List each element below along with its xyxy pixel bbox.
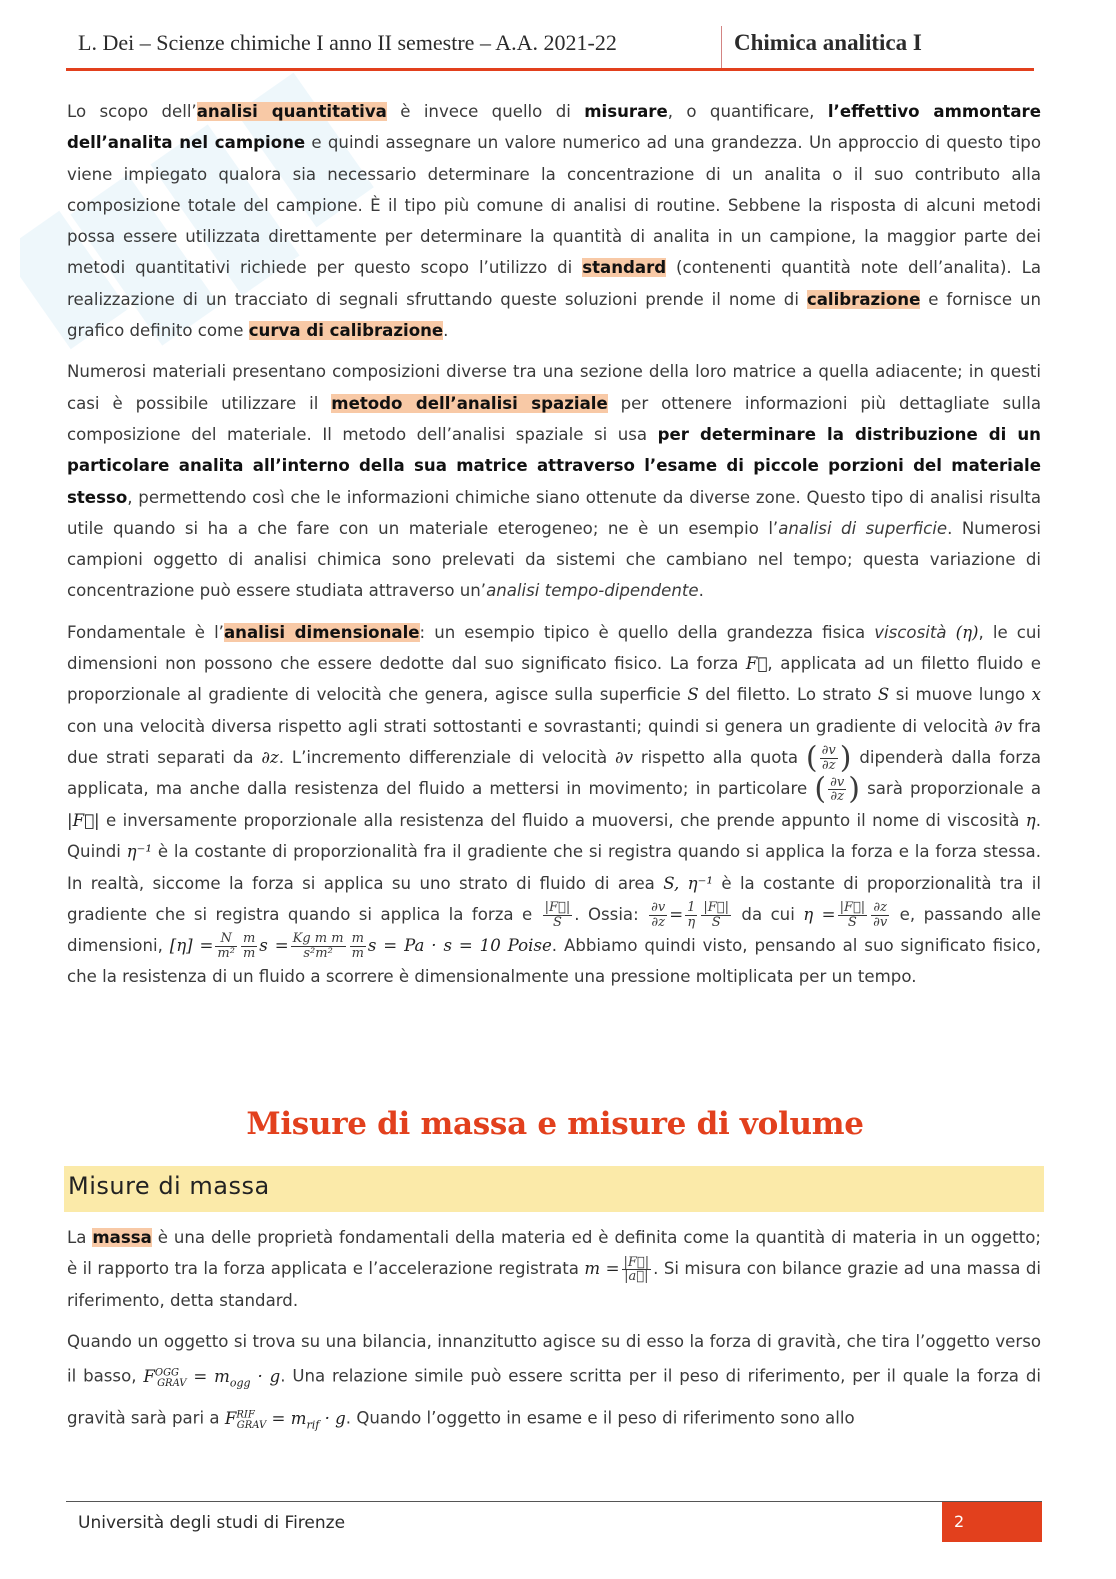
page-number-badge <box>942 1502 1042 1542</box>
fraction-kg-units <box>291 932 346 960</box>
math-g: · g <box>319 1408 346 1428</box>
fraction-denominator: η <box>687 914 696 930</box>
text: , permettendo così che le informazioni chimiche siano ottenute da diverse zone. Questo tipo di analisi risulta utile quando si ha a che fare con un materiale eterogeneo; ne è un esempio l’ <box>67 487 1041 538</box>
math-eta-inverse: η⁻¹ <box>126 842 153 862</box>
fraction-numerator: N <box>215 932 237 947</box>
fraction-numerator: |F⃗| <box>544 900 571 916</box>
text: . Ossia: <box>574 904 648 924</box>
fraction-denominator: m <box>351 946 364 962</box>
math-f: F <box>224 1408 237 1428</box>
text: , le cui dimensioni non possono che essere dedotte dal suo significato fisico. La forza <box>67 622 1041 674</box>
text: è una delle proprietà fondamentali della materia ed è definita come la quantità di materia in un oggetto; è il rapporto tra la forza applicata e l’accelerazione registrata <box>67 1228 1041 1279</box>
text: . L’incremento differenziale di velocità <box>278 747 616 767</box>
math-abs-force: |F⃗| <box>67 810 100 830</box>
text: . Una relazione simile può essere scritta per il peso di riferimento, per il quale la forza di gravità sarà pari a <box>67 1366 1041 1428</box>
math-equals: = <box>669 904 684 924</box>
text: e inversamente proporzionale alla resistenza del fluido a muoversi, che prende appunto il nome di viscosità <box>99 810 1026 830</box>
math-rest: = m <box>186 1366 230 1386</box>
fraction-denominator: ∂z <box>830 789 844 805</box>
fraction-denominator: |a⃗| <box>624 1269 649 1285</box>
math-sup: RIF <box>236 1409 255 1421</box>
text: , applicata ad un filetto fluido e proporzionale al gradiente di velocità che genera, agisce sulla superficie <box>67 654 1041 705</box>
fraction-numerator: Kg m m <box>292 931 344 947</box>
fraction-F-over-S <box>701 901 731 929</box>
section-title: Misure di massa e misure di volume <box>246 1106 864 1142</box>
fraction-denominator: ∂z <box>821 757 836 773</box>
header-rule <box>66 68 1034 71</box>
text: . Quando l’oggetto in esame e il peso di riferimento sono allo <box>345 1408 855 1428</box>
fraction-dv-dz <box>820 744 838 772</box>
fraction-denominator: S <box>711 914 721 930</box>
fraction-one-over-eta <box>685 901 697 929</box>
fraction-m-m <box>350 932 366 960</box>
text: Fondamentale è l’ <box>67 622 224 642</box>
text: Lo scopo dell’ <box>67 102 197 121</box>
bold-ammontare: l’effettivo ammontare dell’analita nel campione <box>67 102 1041 153</box>
math-m-equals: m = <box>584 1259 620 1279</box>
fraction-F-over-a <box>622 1256 652 1284</box>
math-sub: ogg <box>229 1376 251 1390</box>
math-g: · g <box>250 1366 281 1386</box>
highlight-massa: massa <box>92 1228 152 1247</box>
footer-university: Università degli studi di Firenze <box>78 1513 346 1533</box>
paragraph-bilancia <box>67 1326 1041 1442</box>
highlight-analisi-dimensionale: analisi dimensionale <box>223 622 420 642</box>
math-s: S <box>877 685 890 705</box>
math-s-eta-inverse: S, η⁻¹ <box>663 873 713 893</box>
fraction-numerator: |F⃗| <box>839 900 866 916</box>
body-text-bottom <box>67 1222 1041 1451</box>
text: da cui <box>732 904 804 924</box>
math-x: x <box>1031 685 1041 705</box>
text: è la costante di proporzionalità tra il gradiente che si registra quando si applica la forza e <box>67 873 1041 924</box>
fraction-numerator: 1 <box>687 900 696 916</box>
italic-viscosita: viscosità <box>874 622 947 642</box>
math-dz: ∂z <box>261 747 279 767</box>
footer-rule <box>66 1501 1042 1502</box>
math-eta: η <box>1025 810 1036 830</box>
math-f-grav-ogg <box>143 1366 281 1390</box>
bold-distribuzione: per determinare la distribuzione di un particolare analita all’interno della sua matrice attraverso l’esame di piccole porzioni del materiale stesso <box>67 424 1041 507</box>
fraction-dv-dz <box>828 776 846 804</box>
paragraph-analisi-quantitativa <box>67 96 1041 346</box>
fraction-denominator: ∂v <box>873 914 888 930</box>
highlight-curva-calibrazione: curva di calibrazione <box>248 321 444 341</box>
fraction-dz-dv <box>871 901 889 929</box>
text: si muove lungo <box>889 685 1032 705</box>
text: del filetto. Lo strato <box>698 685 878 705</box>
text: dipenderà dalla forza applicata, ma anche dalla resistenza del fluido a mettersi in movimento; in particolare <box>67 747 1041 799</box>
fraction-denominator: s²m² <box>303 946 333 962</box>
highlight-standard: standard <box>582 258 667 278</box>
text: sarà proporzionale a <box>859 779 1041 799</box>
text: rispetto alla quota <box>632 747 806 767</box>
fraction-denominator: m <box>242 946 256 962</box>
bold-misurare: misurare <box>584 102 668 121</box>
text: . Numerosi campioni oggetto di analisi chimica sono prelevati da sistemi che cambiano nel tempo; questa variazione di concentrazione può essere studiata attraverso un’ <box>67 518 1041 601</box>
text: (contenenti quantità note dell’analita). La realizzazione di un tracciato di segnali sfruttando queste soluzioni prende il nome di <box>67 258 1041 309</box>
highlight-calibrazione: calibrazione <box>806 289 921 309</box>
header-divider <box>721 26 722 68</box>
fraction-F-over-S <box>838 901 868 929</box>
paragraph-analisi-spaziale <box>67 356 1041 606</box>
fraction-dv-dz <box>649 901 667 929</box>
fraction-F-over-S <box>543 901 573 929</box>
text: per ottenere informazioni più dettagliate sulla composizione del materiale. Il metodo dell’analisi spaziale si usa <box>67 393 1041 444</box>
text: e fornisce un grafico definito come <box>67 289 1041 341</box>
header-subject: Chimica analitica I <box>734 30 922 55</box>
fraction-numerator: m <box>242 931 256 947</box>
text: La <box>67 1228 93 1247</box>
text: , o quantificare, <box>667 102 828 121</box>
fraction-numerator: ∂v <box>821 743 836 759</box>
fraction-numerator: |F⃗| <box>703 900 729 916</box>
text: e quindi assegnare un valore numerico ad una grandezza. Un approccio di questo tipo viene impiegato qualora sia necessario determinare la concentrazione di un analita o il suo contributo alla composizione totale del campione. È il tipo più comune di analisi di routine. Sebbene la risposta di alcuni metodi possa essere utilizzata direttamente per determinare la quantità di analita in un campione, la maggior parte dei metodi quantitativi richiede per questo scopo l’utilizzo di <box>67 133 1041 278</box>
text: Numerosi materiali presentano composizioni diverse tra una sezione della loro matrice a quella adiacente; in questi casi è possibile utilizzare il <box>67 362 1041 413</box>
math-sub: rif <box>306 1418 320 1432</box>
paragraph-massa <box>67 1222 1041 1316</box>
math-s-equals: s = <box>259 936 289 956</box>
fraction-numerator: m <box>351 931 364 947</box>
fraction-numerator: |F⃗| <box>623 1254 650 1270</box>
text: è invece quello di <box>386 102 585 121</box>
text: fra due strati separati da <box>67 716 1042 767</box>
fraction-N-m2 <box>215 932 237 960</box>
text: . Si misura con bilance grazie ad una massa di riferimento, detta standard. <box>67 1259 1041 1310</box>
subsection-title: Misure di massa <box>68 1172 270 1200</box>
text: e, passando alle dimensioni, <box>67 904 1041 956</box>
math-eta: (η) <box>955 622 979 642</box>
subsection-banner <box>64 1166 1044 1212</box>
header-course-info: L. Dei – Scienze chimiche I anno II semestre – A.A. 2021-22 <box>78 30 617 55</box>
fraction-denominator: ∂z <box>651 914 665 930</box>
math-eta-equals: η = <box>803 904 836 924</box>
text: . <box>698 581 704 601</box>
page-header <box>66 22 1034 72</box>
math-f-grav-rif <box>224 1408 346 1432</box>
fraction-denominator: m² <box>217 946 235 962</box>
italic-analisi-superficie: analisi di superficie <box>778 518 948 538</box>
paragraph-analisi-dimensionale: Fondamentale è l’analisi dimensionale: un esempio tipico è quello della grandezza fisica viscosità (η), le cui dimensioni non possono che essere dedotte dal suo significato fisico. La forza F⃗, applicata ad un filetto fluido e proporzionale al gradiente di velocità che genera, agisce sulla superficie S del filetto. Lo strato S si muove lungo x con una velocità diversa rispetto agli strati sottostanti e sovrastanti; quindi si genera un gradiente di velocità ∂v fra due strati separati da ∂z. L’incremento differenziale di velocità ∂v rispetto alla quota ( $\frac{\partial v}{\partial z}$ ) dipenderà dalla forza applicata, ma anche dalla resistenza del fluido a mettersi in movimento; in particolare ( $\frac{\partial v}{\partial z}$ ) sarà proporzionale a |F⃗| e inversamente proporzionale alla resistenza del fluido a muoversi, che prende appunto il nome di viscosità η. Quindi η⁻¹ è la costante di proporzionalità fra il gradiente che si registra quando si applica la forza e la forza stessa. In realtà, siccome la forza si applica su uno strato di fluido di area S, η⁻¹ è la costante di proporzionalità tra il gradiente che si registra quando si applica la forza e $\frac{|F⃗|}{S}$ . Ossia: $\frac{\partial v}{\partial z}$ = $\frac{1}{\eta}$ $\frac{|F⃗|}{S}$ da cui η = $\frac{|F⃗|}{S}$ $\frac{\partial z}{\partial v}$ e, passando alle dimensioni, [η] = $\frac{N}{\text{m²}}$ $\frac{m}{m}$ s = $\frac{\text{Kg m m}}{\text{s²m²}}$ $\frac{m}{m}$ s = Pa · s = 10 Poise. Abbiamo quindi visto, pensando al suo significato fisico, che la resistenza di un fluido a scorrere è dimensionalmente una pressione moltiplicata per un tempo. <box>67 622 1042 987</box>
highlight-analisi-spaziale: metodo dell’analisi spaziale <box>331 393 608 413</box>
math-sub: GRAV <box>236 1420 267 1432</box>
text: con una velocità diversa rispetto agli strati sottostanti e sovrastanti; quindi si genera un gradiente di velocità <box>67 716 995 736</box>
fraction-denominator: S <box>847 914 857 930</box>
math-sup: OGG <box>154 1367 180 1379</box>
math-poise: s = Pa · s = 10 Poise <box>367 936 552 956</box>
page-number: 2 <box>954 1512 965 1531</box>
math-rest: = m <box>266 1408 307 1428</box>
text: : un esempio tipico è quello della grandezza fisica <box>419 622 875 642</box>
text: . Quindi <box>67 810 1041 862</box>
fraction-m-m <box>241 932 257 960</box>
fraction-numerator: ∂z <box>871 901 889 916</box>
math-eta-dimension: [η] = <box>169 936 214 956</box>
math-force-vector: F⃗ <box>745 654 768 674</box>
highlight-analisi-quantitativa: analisi quantitativa <box>196 102 387 121</box>
italic-analisi-tempo: analisi tempo-dipendente <box>486 581 699 601</box>
text: . Abbiamo quindi visto, pensando al suo significato fisico, che la resistenza di un fluido a scorrere è dimensionalmente una pressione moltiplicata per un tempo. <box>67 936 1041 987</box>
math-s: S <box>687 685 699 705</box>
fraction-numerator: ∂v <box>830 774 845 790</box>
text: Quando un oggetto si trova su una bilancia, innanzitutto agisce su di esso la forza di gravità, che tira l’oggetto verso il basso, <box>67 1331 1041 1386</box>
math-f: F <box>143 1366 155 1386</box>
math-dv: ∂v <box>615 747 633 767</box>
fraction-denominator: S <box>553 914 562 930</box>
math-sub: GRAV <box>157 1378 187 1390</box>
body-text-top <box>67 96 1041 1003</box>
math-dv: ∂v <box>994 716 1013 736</box>
text: è la costante di proporzionalità fra il gradiente che si registra quando si applica la forza e la forza stessa. In realtà, siccome la forza si applica su uno strato di fluido di area <box>67 842 1041 893</box>
text: . <box>443 321 449 341</box>
fraction-numerator: ∂v <box>651 900 666 916</box>
